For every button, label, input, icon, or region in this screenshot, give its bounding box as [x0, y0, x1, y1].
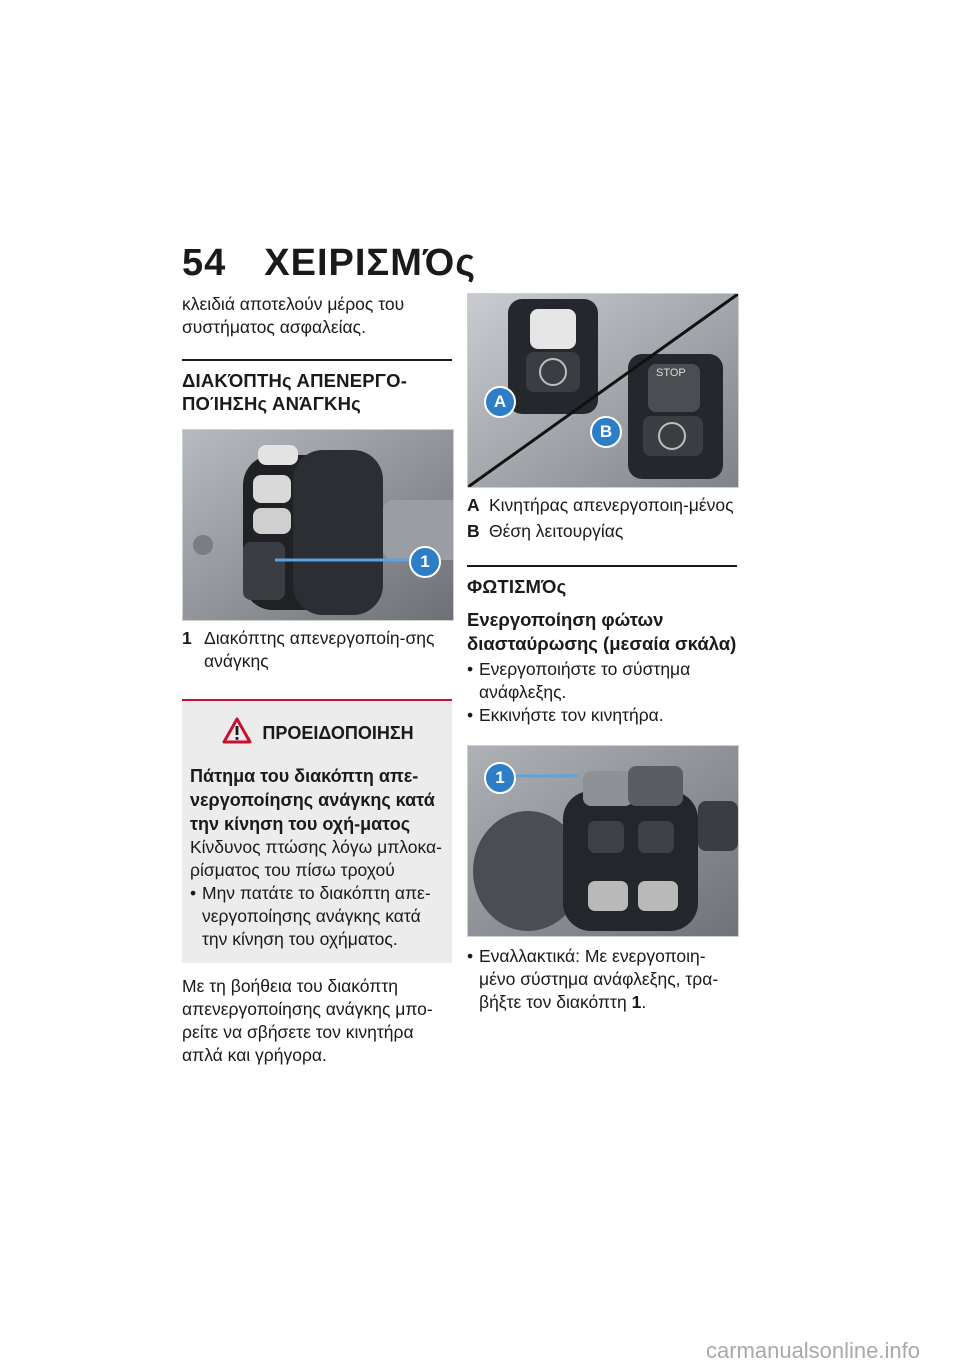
- left-column: [182, 293, 452, 1067]
- warning-heading-text: ΠΡΟΕΙΔΟΠΟΙΗΣΗ: [262, 723, 414, 743]
- bullet-text-suffix: .: [641, 992, 647, 1012]
- handlebar-switch-illustration: [183, 430, 453, 620]
- bullet-text: Εκκινήστε τον κινητήρα.: [479, 705, 664, 725]
- switch-reference: 1: [631, 992, 642, 1012]
- bullet-dot-icon: •: [467, 946, 474, 966]
- callout-badge-a: A: [484, 386, 516, 418]
- warning-bold-text: Πάτημα του διακόπτη απε-νεργοποίησης ανάγκης κατά την κίνηση του οχή-ματος: [190, 766, 435, 834]
- warning-bullet: [190, 882, 446, 951]
- right-column: [467, 293, 737, 1014]
- bullet-dot-icon: •: [190, 883, 197, 903]
- page-number: 54: [182, 242, 227, 284]
- section-divider: [467, 565, 737, 567]
- warning-box: [182, 699, 452, 963]
- watermark-text: carmanualsonline.info: [705, 1338, 920, 1363]
- instruction-bullet: [467, 658, 737, 704]
- bullet-text: Ενεργοποιήστε το σύστημα ανάφλεξης.: [479, 659, 691, 702]
- chapter-title: ΧΕΙΡΙΣΜΌς: [264, 242, 476, 284]
- legend-item: [467, 494, 737, 517]
- stop-label: STOP: [656, 367, 686, 379]
- emergency-switch-photo: [182, 429, 454, 621]
- warning-triangle-icon: [222, 717, 252, 750]
- callout-badge-1: 1: [409, 546, 441, 578]
- emergency-switch-section-title: ΔΙΑΚΌΠΤΗς ΑΠΕΝΕΡΓΟ-ΠΟΊΗΣΗς ΑΝΆΓΚΗς: [182, 370, 408, 414]
- section-divider: [182, 359, 452, 361]
- footer-watermark: [0, 1338, 960, 1364]
- legend-text: Διακόπτης απενεργοποίη-σης ανάγκης: [204, 628, 435, 671]
- instruction-bullet: [467, 704, 737, 727]
- legend-item: [182, 627, 452, 673]
- lighting-section-title: ΦΩΤΙΣΜΌς: [467, 576, 567, 597]
- callout-badge-1: 1: [484, 762, 516, 794]
- bullet-text: [479, 945, 737, 1014]
- outro-paragraph: Με τη βοήθεια του διακόπτη απενεργοποίησης ανάγκης μπο-ρείτε να σβήσετε τον κινητήρα απλά και γρήγορα.: [182, 976, 433, 1065]
- bullet-dot-icon: •: [467, 659, 474, 679]
- legend-key: A: [467, 495, 480, 515]
- legend-text: Κινητήρας απενεργοποιη-μένος: [489, 495, 734, 515]
- legend-text: Θέση λειτουργίας: [489, 521, 624, 541]
- warning-bullet-text: Μην πατάτε το διακόπτη απε-νεργοποίησης ανάγκης κατά την κίνηση του οχήματος.: [202, 883, 431, 949]
- warning-heading: [190, 717, 446, 750]
- legend-key: 1: [182, 628, 192, 648]
- callout-badge-b: B: [590, 416, 622, 448]
- instruction-bullet: [467, 945, 737, 1014]
- bullet-dot-icon: •: [467, 705, 474, 725]
- legend-key: B: [467, 521, 480, 541]
- light-switch-photo: [467, 745, 739, 937]
- intro-paragraph: κλειδιά αποτελούν μέρος του συστήματος ασφαλείας.: [182, 294, 405, 337]
- bullet-text-prefix: Εναλλακτικά: Με ενεργοποιη-μένο σύστημα ανάφλεξης, τρα-βήξτε τον διακόπτη: [479, 946, 719, 1012]
- warning-text: Κίνδυνος πτώσης λόγω μπλοκα-ρίσματος του πίσω τροχού: [190, 837, 442, 880]
- page-header: [182, 242, 476, 285]
- kill-switch-photo: [467, 293, 739, 488]
- low-beam-subtitle: Ενεργοποίηση φώτων διασταύρωσης (μεσαία σκάλα): [467, 609, 737, 654]
- legend-item: [467, 520, 737, 543]
